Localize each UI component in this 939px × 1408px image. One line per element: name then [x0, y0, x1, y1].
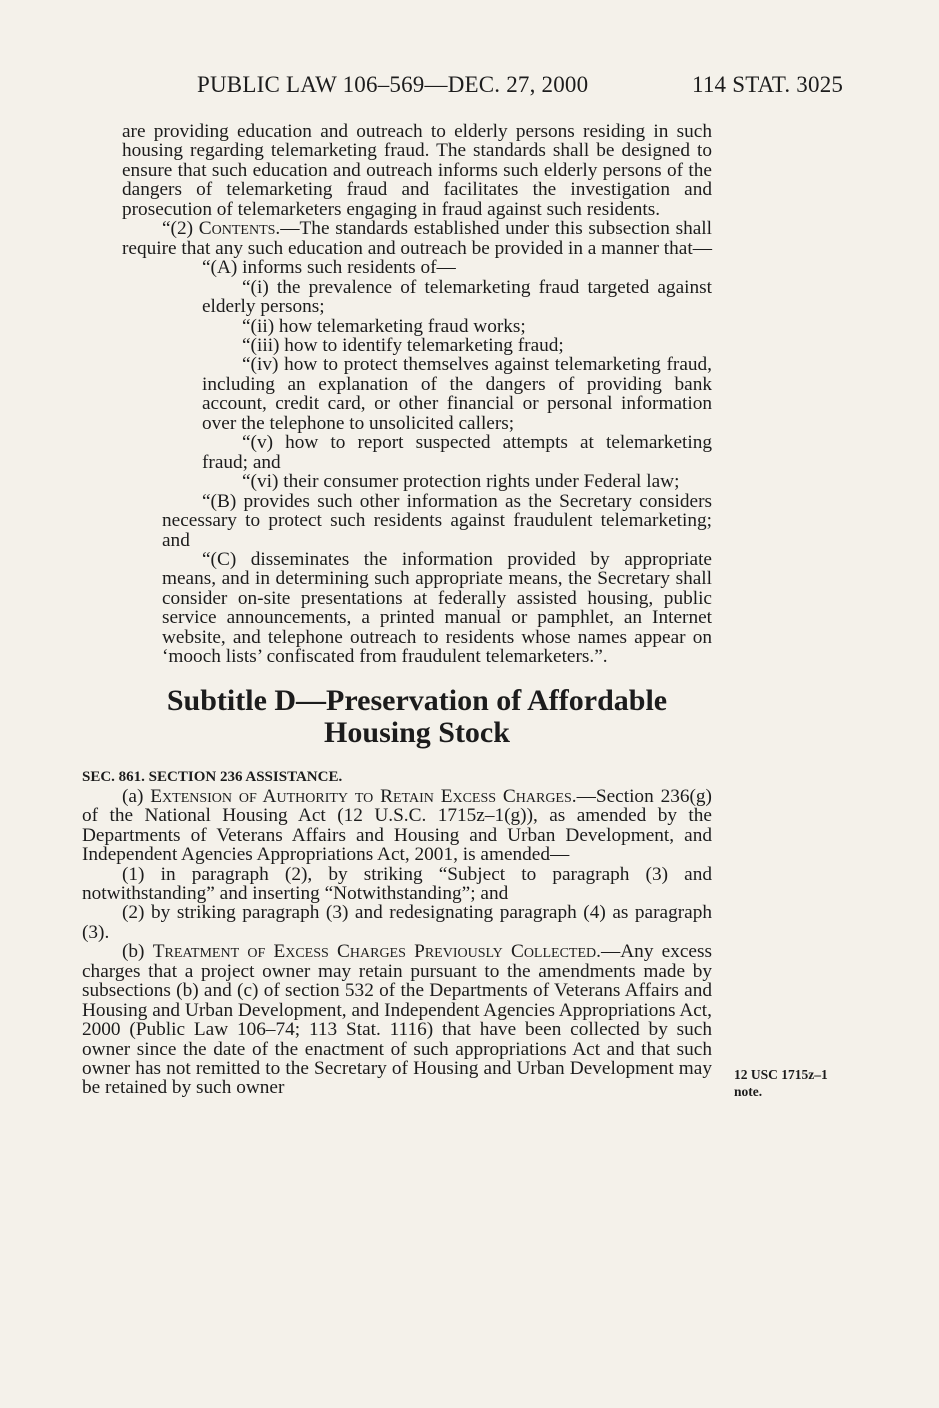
paragraph-1: (1) in paragraph (2), by striking “Subject to paragraph (3) and notwithstanding” and inserting “Notwithstanding”; and — [82, 863, 712, 904]
body-text — [82, 121, 712, 1099]
paragraph-contents — [122, 219, 712, 258]
subparagraph-b: “(B) provides such other information as the Secretary considers necessary to protect such residents against fraudulent telemarketing; and — [162, 490, 712, 551]
paragraph-2: (2) by striking paragraph (3) and redesignating paragraph (4) as paragraph (3). — [82, 902, 712, 943]
paragraph-text: .—The standards established under this subsection shall require that any such education and outreach be provided in a manner that— — [122, 218, 712, 259]
subtitle-line-2: Housing Stock — [324, 715, 510, 749]
subparagraph-c: “(C) disseminates the information provided by appropriate means, and in determining such appropriate means, the Secretary shall consider on-site presentations at federally assisted housing, public service announcements, a printed manual or pamphlet, an Internet website, and telephone outreach to residents whose names appear on ‘mooch lists’ confiscated from fraudulent telemarketers.”. — [162, 548, 712, 668]
clause-vi: “(vi) their consumer protection rights under Federal law; — [242, 471, 680, 493]
running-header-title: PUBLIC LAW 106–569—DEC. 27, 2000 — [197, 72, 589, 97]
subsection-b-text: .—Any excess charges that a project owner may retain pursuant to the amendments made by subsections (b) and (c) of section 532 of the Departments of Veterans Affairs and Housing and Urban Development, and Independent Agencies Appropriations Act, 2000 (Public Law 106–74; 113 Stat. 1116) that have been collected by such owner since the date of the enactment of such appropriations Act and that such owner has not remitted to the Secretary of Housing and Urban Development may be retained by such owner — [82, 941, 712, 1099]
subtitle-line-1: Subtitle D—Preservation of Affordable — [166, 683, 668, 717]
subsection-a-number: (a) — [122, 785, 151, 807]
paragraph-continuation: are providing education and outreach to elderly persons residing in such housing regarding telemarketing fraud. The standards shall be designed to ensure that such education and outreach informs such elderly persons of the dangers of telemarketing fraud and facilitates the investigation and prosecution of telemarketers engaging in fraud against such residents. — [122, 121, 712, 220]
clause-iii: “(iii) how to identify telemarketing fraud; — [242, 334, 564, 356]
subsection-b — [82, 942, 712, 1098]
running-header-page-number: 114 STAT. 3025 — [692, 72, 844, 97]
subsection-a-text: .—Section 236(g) of the National Housing Act (12 U.S.C. 1715z–1(g)), as amended by the Departments of Veterans Affairs and Housing and Urban Development, and Independent Agencies Appropriations Act, 2001, is amended— — [82, 785, 712, 866]
section-heading: SEC. 861. SECTION 236 ASSISTANCE. — [82, 768, 343, 785]
subsection-b-number: (b) — [122, 941, 153, 963]
subparagraph-a: “(A) informs such residents of— — [202, 257, 456, 279]
subsection-a — [82, 787, 712, 865]
clause-v: “(v) how to report suspected attempts at telemarketing fraud; and — [202, 432, 712, 473]
margin-citation-note — [734, 1066, 828, 1100]
paragraph-heading: Contents — [198, 218, 276, 240]
subsection-b-heading: Treatment of Excess Charges Previously Collected — [152, 941, 597, 963]
clause-iv: “(iv) how to protect themselves against telemarketing fraud, including an explanation of the dangers of providing bank account, credit card, or other financial or personal information over the telephone to unsolicited callers; — [202, 354, 712, 434]
margin-note-line-1: 12 USC 1715z–1 — [734, 1067, 828, 1082]
paragraph-number: “(2) — [162, 218, 199, 240]
subtitle-heading — [82, 685, 752, 749]
clause-i: “(i) the prevalence of telemarketing fraud targeted against elderly persons; — [202, 276, 712, 318]
subsection-a-heading: Extension of Authority to Retain Excess Charges — [150, 785, 572, 807]
margin-note-line-2: note. — [734, 1084, 763, 1099]
clause-ii: “(ii) how telemarketing fraud works; — [242, 315, 526, 337]
section-body — [82, 787, 712, 1098]
